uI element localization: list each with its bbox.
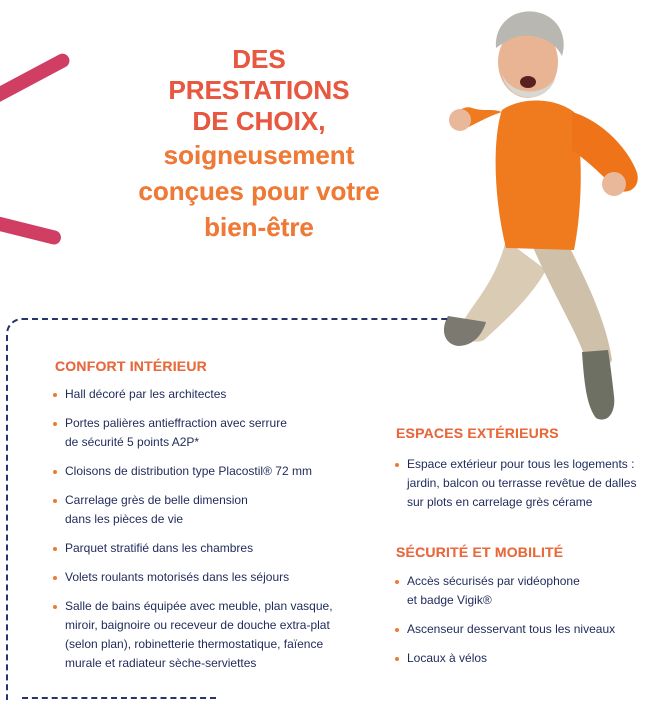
confort-frame-bottom-line [22,697,216,699]
list-item: Hall décoré par les architectes [53,385,413,404]
list-item: Cloisons de distribution type Placostil® 72 mm [53,462,413,481]
jumping-man-photo [436,0,658,430]
headline-line-2: PRESTATIONS [100,75,418,106]
decorative-stroke-bottom [0,212,62,246]
list-item: Locaux à vélos [395,649,655,668]
list-item: Espace extérieur pour tous les logements : jardin, balcon ou terrasse revêtue de dalles sur plots en carrelage grès cérame [395,455,655,512]
headline [100,44,418,245]
headline-line-4: soigneusement [100,137,418,173]
confort-interieur-title: CONFORT INTÉRIEUR [55,358,207,374]
list-item: Parquet stratifié dans les chambres [53,539,413,558]
headline-line-5: conçues pour votre [100,173,418,209]
securite-mobilite-title: SÉCURITÉ ET MOBILITÉ [396,544,564,560]
list-item: Carrelage grès de belle dimension dans les pièces de vie [53,491,413,529]
confort-interieur-list [53,385,413,673]
list-item: Accès sécurisés par vidéophone et badge Vigik® [395,572,655,610]
man-legs [444,240,614,420]
headline-line-3: DE CHOIX, [100,106,418,137]
list-item: Salle de bains équipée avec meuble, plan vasque, miroir, baignoire ou receveur de douche extra-plat (selon plan), robinetterie thermostatique, faïence murale et radiateur sèche-serviettes [53,597,413,673]
list-item: Portes palières antieffraction avec serrure de sécurité 5 points A2P* [53,414,413,452]
securite-mobilite-list [395,572,655,668]
list-item: Ascenseur desservant tous les niveaux [395,620,655,639]
man-head [496,11,564,98]
espaces-exterieurs-title: ESPACES EXTÉRIEURS [396,425,559,441]
decorative-stroke-top [0,51,72,107]
man-torso [449,100,638,250]
headline-line-1: DES [100,44,418,75]
headline-line-6: bien-être [100,209,418,245]
list-item: Volets roulants motorisés dans les séjours [53,568,413,587]
espaces-exterieurs-list [395,455,655,512]
